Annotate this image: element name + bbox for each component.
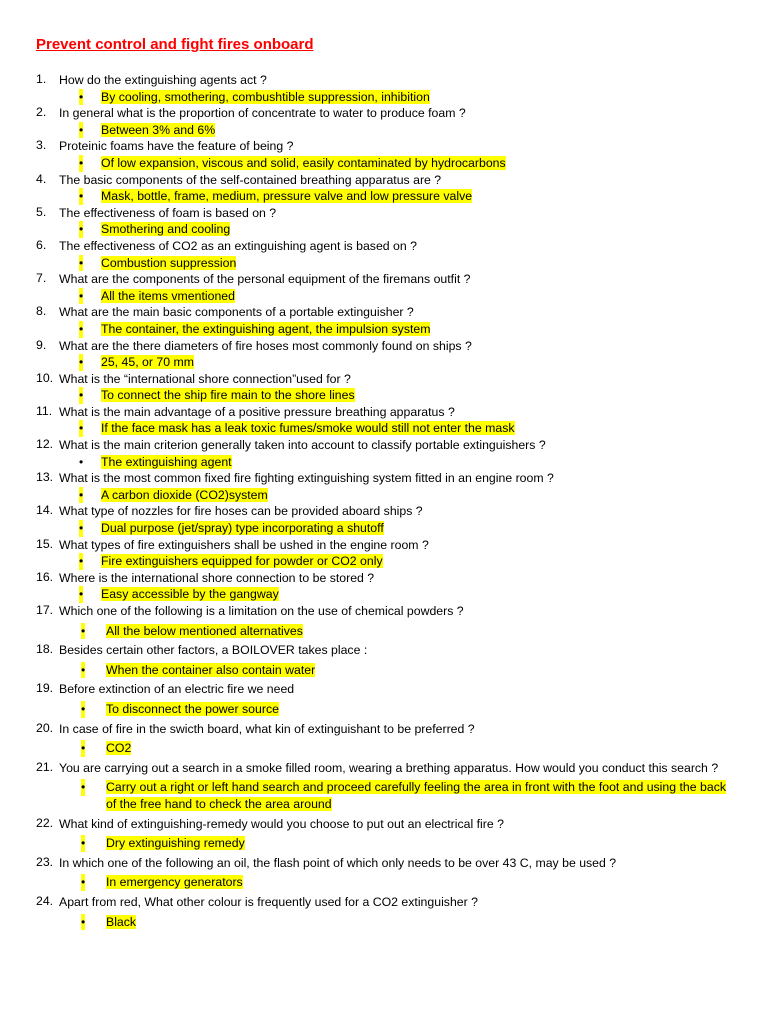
- question-number: 21.: [36, 759, 54, 774]
- question-number: 19.: [36, 681, 54, 696]
- answer-line: [59, 420, 738, 437]
- bullet-icon: •: [79, 222, 84, 237]
- answer-text-highlighted: Combustion suppression: [101, 255, 237, 270]
- question-number: 14.: [36, 503, 54, 518]
- question-text: What are the components of the personal equipment of the firemans outfit ?: [59, 272, 471, 287]
- question-text: How do the extinguishing agents act ?: [59, 73, 267, 87]
- bullet-icon: •: [81, 836, 86, 851]
- question-number: 3.: [36, 138, 47, 153]
- question-number: 4.: [36, 171, 47, 186]
- question-item: [36, 138, 738, 171]
- question-number: 7.: [36, 271, 47, 286]
- bullet-icon: •: [79, 189, 84, 204]
- question-item: [36, 338, 738, 371]
- answer-text-highlighted: 25, 45, or 70 mm: [101, 355, 194, 370]
- question-item: [36, 603, 738, 639]
- bullet-icon: •: [79, 155, 84, 170]
- question-text: Apart from red, What other colour is frequently used for a CO2 extinguisher ?: [59, 894, 478, 909]
- question-text: The effectiveness of CO2 as an extinguishing agent is based on ?: [59, 238, 417, 253]
- question-item: [36, 271, 738, 304]
- question-text: What is the main criterion generally taken into account to classify portable extinguishers ?: [59, 438, 546, 453]
- question-number: 8.: [36, 304, 47, 319]
- bullet-icon: •: [79, 587, 84, 602]
- bullet-icon: •: [79, 288, 84, 303]
- answer-line: [59, 874, 738, 891]
- question-item: [36, 570, 738, 603]
- bullet-icon: •: [79, 521, 84, 536]
- bullet-icon: •: [79, 454, 84, 469]
- answer-text-highlighted: The extinguishing agent: [101, 454, 232, 469]
- answer-line: [59, 553, 738, 570]
- question-item: [36, 172, 738, 205]
- question-item: [36, 72, 738, 105]
- question-text: What is the most common fixed fire fighting extinguishing system fitted in an engine room ?: [59, 471, 554, 486]
- question-text: What is the “international shore connection”used for ?: [59, 371, 351, 386]
- question-number: 22.: [36, 815, 54, 830]
- answer-line: [59, 454, 738, 471]
- question-text: The basic components of the self-contained breathing apparatus are ?: [59, 172, 442, 187]
- answer-line: [59, 255, 738, 272]
- question-item: [36, 642, 738, 678]
- answer-line: [59, 662, 738, 679]
- answer-text-highlighted: A carbon dioxide (CO2)system: [101, 487, 268, 502]
- question-item: [36, 371, 738, 404]
- question-item: [36, 404, 738, 437]
- question-text: In which one of the following an oil, the flash point of which only needs to be over 43 C, may be used ?: [59, 855, 617, 870]
- answer-line: [59, 89, 738, 106]
- question-text: Before extinction of an electric fire we need: [59, 682, 295, 697]
- question-number: 18.: [36, 642, 54, 657]
- question-text: What type of nozzles for fire hoses can be provided aboard ships ?: [59, 504, 423, 519]
- answer-line: [59, 354, 738, 371]
- answer-text-highlighted: Smothering and cooling: [101, 222, 231, 237]
- answer-text-highlighted: To disconnect the power source: [106, 701, 279, 716]
- answer-line: [59, 701, 738, 718]
- question-item: [36, 816, 738, 852]
- answer-line: [59, 122, 738, 139]
- question-item: [36, 537, 738, 570]
- answer-text-highlighted: Dual purpose (jet/spray) type incorporating a shutoff: [101, 521, 384, 536]
- question-text: You are carrying out a search in a smoke filled room, wearing a brething apparatus. How would you conduct this search ?: [59, 760, 719, 775]
- question-list: [36, 72, 738, 930]
- question-number: 15.: [36, 536, 54, 551]
- answer-line: [59, 321, 738, 338]
- question-number: 1.: [36, 72, 47, 86]
- question-number: 12.: [36, 437, 54, 452]
- bullet-icon: •: [79, 487, 84, 502]
- bullet-icon: •: [81, 914, 86, 929]
- answer-line: [59, 221, 738, 238]
- answer-line: [59, 835, 738, 852]
- question-text: Besides certain other factors, a BOILOVER takes place :: [59, 643, 368, 658]
- answer-text-highlighted: When the container also contain water: [106, 662, 316, 677]
- answer-line: [59, 740, 738, 757]
- question-text: The effectiveness of foam is based on ?: [59, 205, 277, 220]
- question-number: 6.: [36, 237, 47, 252]
- question-text: In case of fire in the swicth board, what kin of extinguishant to be preferred ?: [59, 721, 475, 736]
- answer-line: [59, 586, 738, 603]
- answer-line: [59, 387, 738, 404]
- bullet-icon: •: [79, 89, 84, 104]
- bullet-icon: •: [81, 623, 86, 638]
- question-item: [36, 894, 738, 930]
- answer-text-highlighted: Fire extinguishers equipped for powder or CO2 only: [101, 554, 383, 569]
- question-number: 24.: [36, 893, 54, 908]
- bullet-icon: •: [81, 875, 86, 890]
- answer-line: [59, 520, 738, 537]
- answer-line: [59, 623, 738, 640]
- answer-text-highlighted: All the items vmentioned: [101, 288, 235, 303]
- question-number: 17.: [36, 603, 54, 617]
- answer-text-highlighted: Between 3% and 6%: [101, 122, 216, 137]
- question-text: Where is the international shore connection to be stored ?: [59, 570, 375, 585]
- question-number: 11.: [36, 403, 53, 418]
- bullet-icon: •: [81, 741, 86, 756]
- question-item: [36, 721, 738, 757]
- bullet-icon: •: [81, 662, 86, 677]
- answer-text-highlighted: Mask, bottle, frame, medium, pressure valve and low pressure valve: [101, 189, 473, 204]
- question-item: [36, 681, 738, 717]
- question-text: What are the there diameters of fire hoses most commonly found on ships ?: [59, 338, 472, 353]
- answer-text-highlighted: Carry out a right or left hand search and proceed carefully feeling the area in front with the foot and using the back of the free hand to check the area around: [106, 780, 726, 811]
- question-item: [36, 205, 738, 238]
- question-text: In general what is the proportion of concentrate to water to produce foam ?: [59, 106, 466, 121]
- question-item: [36, 437, 738, 470]
- bullet-icon: •: [79, 421, 84, 436]
- answer-text-highlighted: The container, the extinguishing agent, the impulsion system: [101, 321, 431, 336]
- bullet-icon: •: [79, 388, 84, 403]
- question-item: [36, 760, 738, 813]
- question-number: 2.: [36, 105, 47, 120]
- question-text: What are the main basic components of a portable extinguisher ?: [59, 305, 414, 320]
- question-number: 9.: [36, 337, 47, 352]
- answer-text-highlighted: All the below mentioned alternatives: [106, 623, 303, 638]
- question-number: 13.: [36, 470, 54, 485]
- answer-text-highlighted: Easy accessible by the gangway: [101, 587, 279, 602]
- answer-text-highlighted: Dry extinguishing remedy: [106, 836, 245, 851]
- bullet-icon: •: [79, 355, 84, 370]
- question-text: What is the main advantage of a positive pressure breathing apparatus ?: [59, 404, 455, 419]
- answer-line: [59, 288, 738, 305]
- answer-line: [59, 188, 738, 205]
- answer-text-highlighted: CO2: [106, 741, 132, 756]
- answer-text-highlighted: Black: [106, 914, 137, 929]
- question-item: [36, 470, 738, 503]
- answer-line: [59, 155, 738, 172]
- answer-text-highlighted: By cooling, smothering, combushtible suppression, inhibition: [101, 89, 430, 104]
- question-text: Proteinic foams have the feature of being ?: [59, 139, 294, 154]
- answer-text-highlighted: If the face mask has a leak toxic fumes/smoke would still not enter the mask: [101, 421, 515, 436]
- answer-line: [59, 779, 738, 812]
- bullet-icon: •: [81, 780, 86, 795]
- answer-text-highlighted: Of low expansion, viscous and solid, easily contaminated by hydrocarbons: [101, 155, 506, 170]
- question-item: [36, 503, 738, 536]
- bullet-icon: •: [79, 321, 84, 336]
- bullet-icon: •: [79, 255, 84, 270]
- question-number: 5.: [36, 204, 47, 219]
- answer-text-highlighted: To connect the ship fire main to the shore lines: [101, 388, 355, 403]
- document-title: Prevent control and fight fires onboard: [36, 36, 314, 53]
- question-number: 10.: [36, 370, 54, 385]
- question-item: [36, 304, 738, 337]
- question-text: Which one of the following is a limitation on the use of chemical powders ?: [59, 604, 464, 618]
- answer-text-highlighted: In emergency generators: [106, 875, 243, 890]
- question-number: 20.: [36, 720, 54, 735]
- answer-line: [59, 914, 738, 931]
- question-item: [36, 855, 738, 891]
- bullet-icon: •: [79, 122, 84, 137]
- bullet-icon: •: [81, 701, 86, 716]
- question-item: [36, 238, 738, 271]
- question-text: What types of fire extinguishers shall be ushed in the engine room ?: [59, 537, 429, 552]
- answer-line: [59, 487, 738, 504]
- question-text: What kind of extinguishing-remedy would you choose to put out an electrical fire ?: [59, 816, 504, 831]
- question-number: 16.: [36, 569, 54, 584]
- question-item: [36, 105, 738, 138]
- question-number: 23.: [36, 854, 54, 869]
- bullet-icon: •: [79, 554, 84, 569]
